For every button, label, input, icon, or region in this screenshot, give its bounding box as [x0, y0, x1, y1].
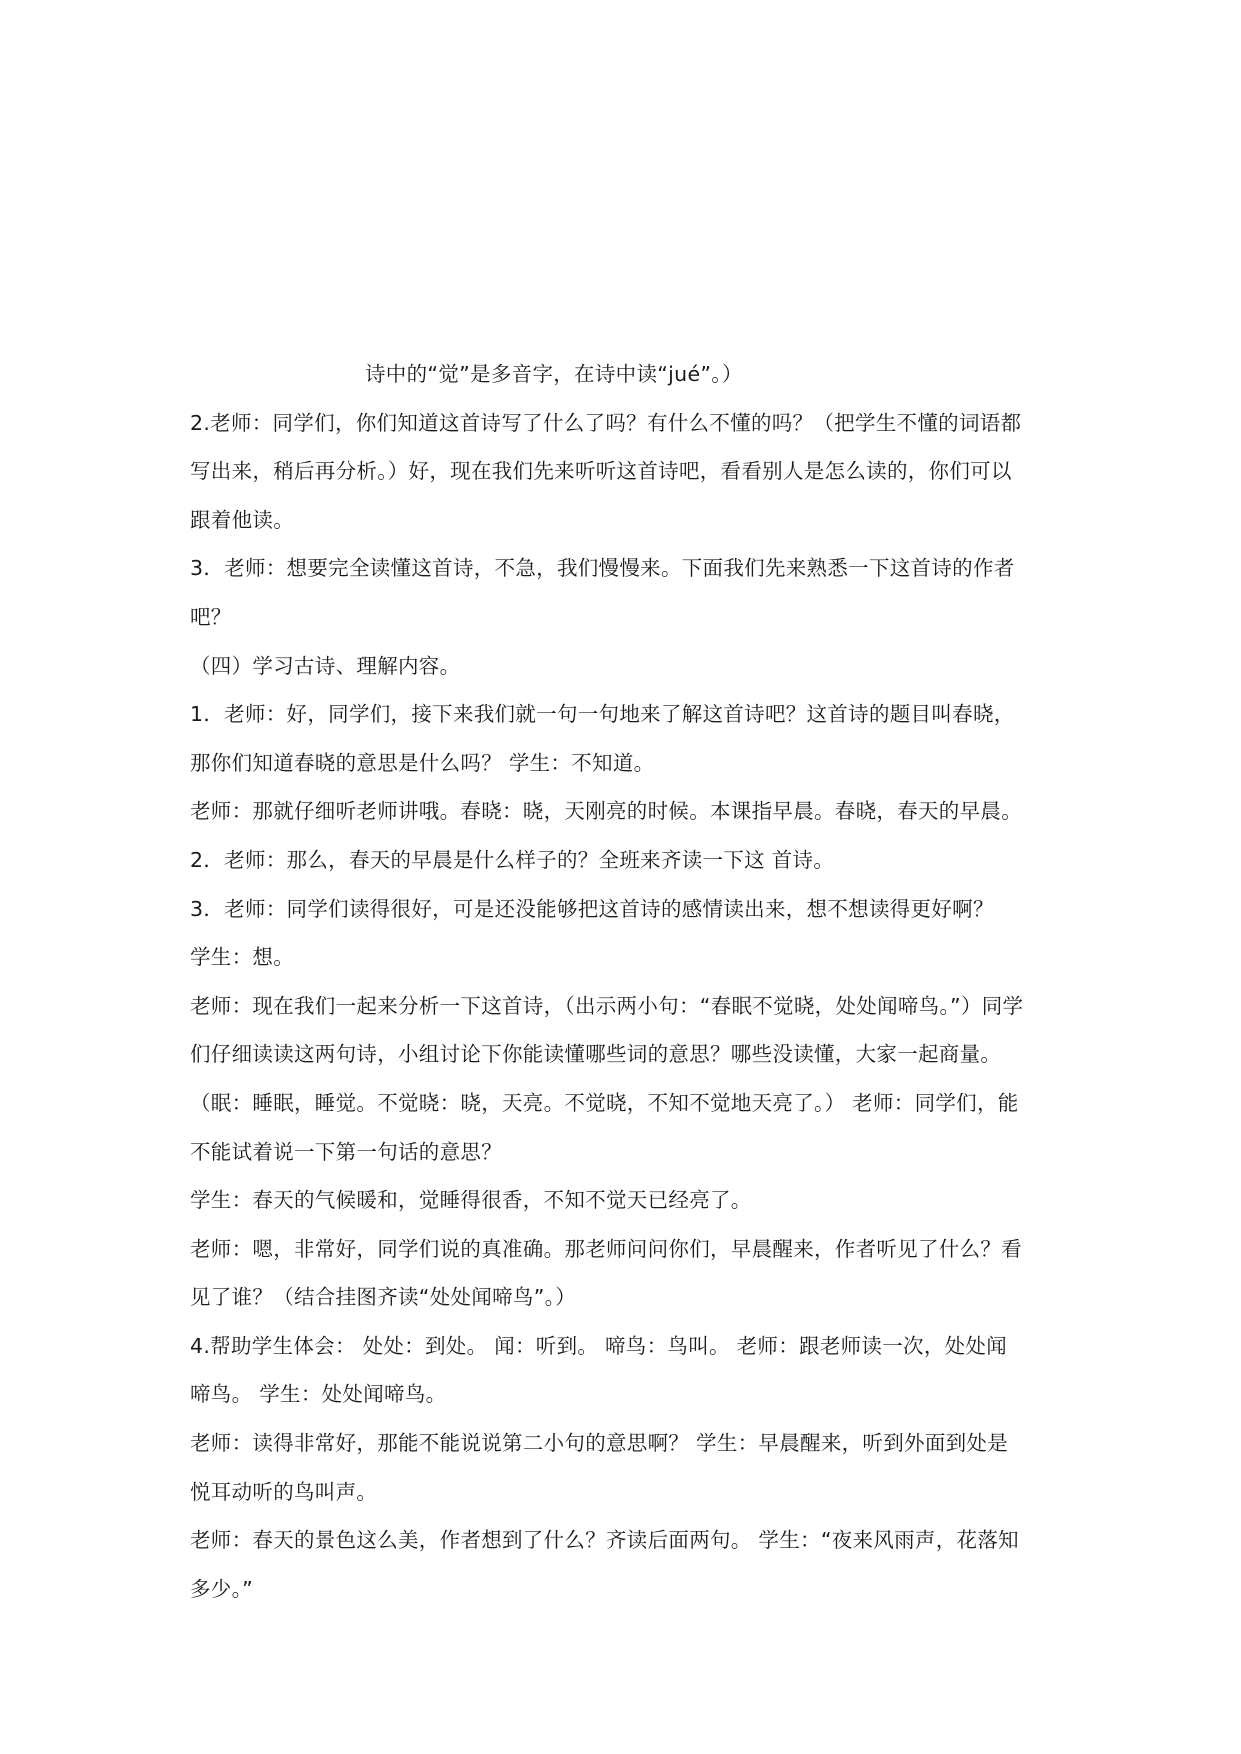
text-line: 吧？ — [190, 604, 232, 629]
text-line: 老师：嗯，非常好，同学们说的真准确。那老师问问你们，早晨醒来，作者听见了什么？看 — [190, 1236, 1022, 1261]
text-line: 跟着他读。 — [190, 507, 294, 532]
text-line: 悦耳动听的鸟叫声。 — [190, 1479, 378, 1504]
text-line: 写出来，稍后再分析。）好，现在我们先来听听这首诗吧，看看别人是怎么读的，你们可以 — [190, 459, 1012, 484]
text-line: 4.帮助学生体会： 处处：到处。 闻：听到。 啼鸟：鸟叫。 老师：跟老师读一次，处处闻 — [190, 1333, 1008, 1358]
text-line: 不能试着说一下第一句话的意思？ — [190, 1139, 502, 1164]
text-line: 3．老师：想要完全读懂这首诗，不急，我们慢慢来。下面我们先来熟悉一下这首诗的作者 — [190, 556, 1015, 581]
text-line: 学生：想。 — [190, 945, 294, 970]
text-line: 啼鸟。 学生：处处闻啼鸟。 — [190, 1382, 447, 1407]
section-heading: （四）学习古诗、理解内容。 — [190, 653, 461, 678]
text-line: 老师：现在我们一起来分析一下这首诗，（出示两小句：“春眠不觉晓，处处闻啼鸟。”）同学 — [190, 993, 1024, 1018]
text-line: 2.老师：同学们，你们知道这首诗写了什么了吗？有什么不懂的吗？（把学生不懂的词语都 — [190, 410, 1022, 435]
text-line: 1．老师：好，同学们，接下来我们就一句一句地来了解这首诗吧？这首诗的题目叫春晓， — [190, 702, 1015, 727]
text-line: 2．老师：那么，春天的早晨是什么样子的？全班来齐读一下这 首诗。 — [190, 847, 835, 872]
text-line: 老师：读得非常好，那能不能说说第二小句的意思啊？ 学生：早晨醒来，听到外面到处是 — [190, 1431, 1009, 1456]
text-line: 3．老师：同学们读得很好，可是还没能够把这首诗的感情读出来，想不想读得更好啊？ — [190, 896, 994, 921]
text-line: 老师：那就仔细听老师讲哦。春晓：晓，天刚亮的时候。本课指早晨。春晓，春天的早晨。 — [190, 799, 1022, 824]
text-line: 学生：春天的气候暖和，觉睡得很香，不知不觉天已经亮了。 — [190, 1188, 752, 1213]
text-line: 老师：春天的景色这么美，作者想到了什么？齐读后面两句。 学生：“夜来风雨声，花落知 — [190, 1528, 1019, 1553]
text-line: 见了谁？（结合挂图齐读“处处闻啼鸟”。） — [190, 1285, 576, 1310]
text-line: 那你们知道春晓的意思是什么吗？ 学生：不知道。 — [190, 750, 655, 775]
text-line: （眠：睡眠，睡觉。不觉晓：晓，天亮。不觉晓，不知不觉地天亮了。） 老师：同学们，能 — [190, 1090, 1019, 1115]
text-line: 多少。” — [190, 1576, 254, 1601]
text-line: 们仔细读读这两句诗，小组讨论下你能读懂哪些词的意思？哪些没读懂，大家一起商量。 — [190, 1042, 1002, 1067]
document-page — [190, 350, 1060, 1613]
text-line: 诗中的“觉”是多音字，在诗中读“jué”。） — [365, 362, 743, 386]
